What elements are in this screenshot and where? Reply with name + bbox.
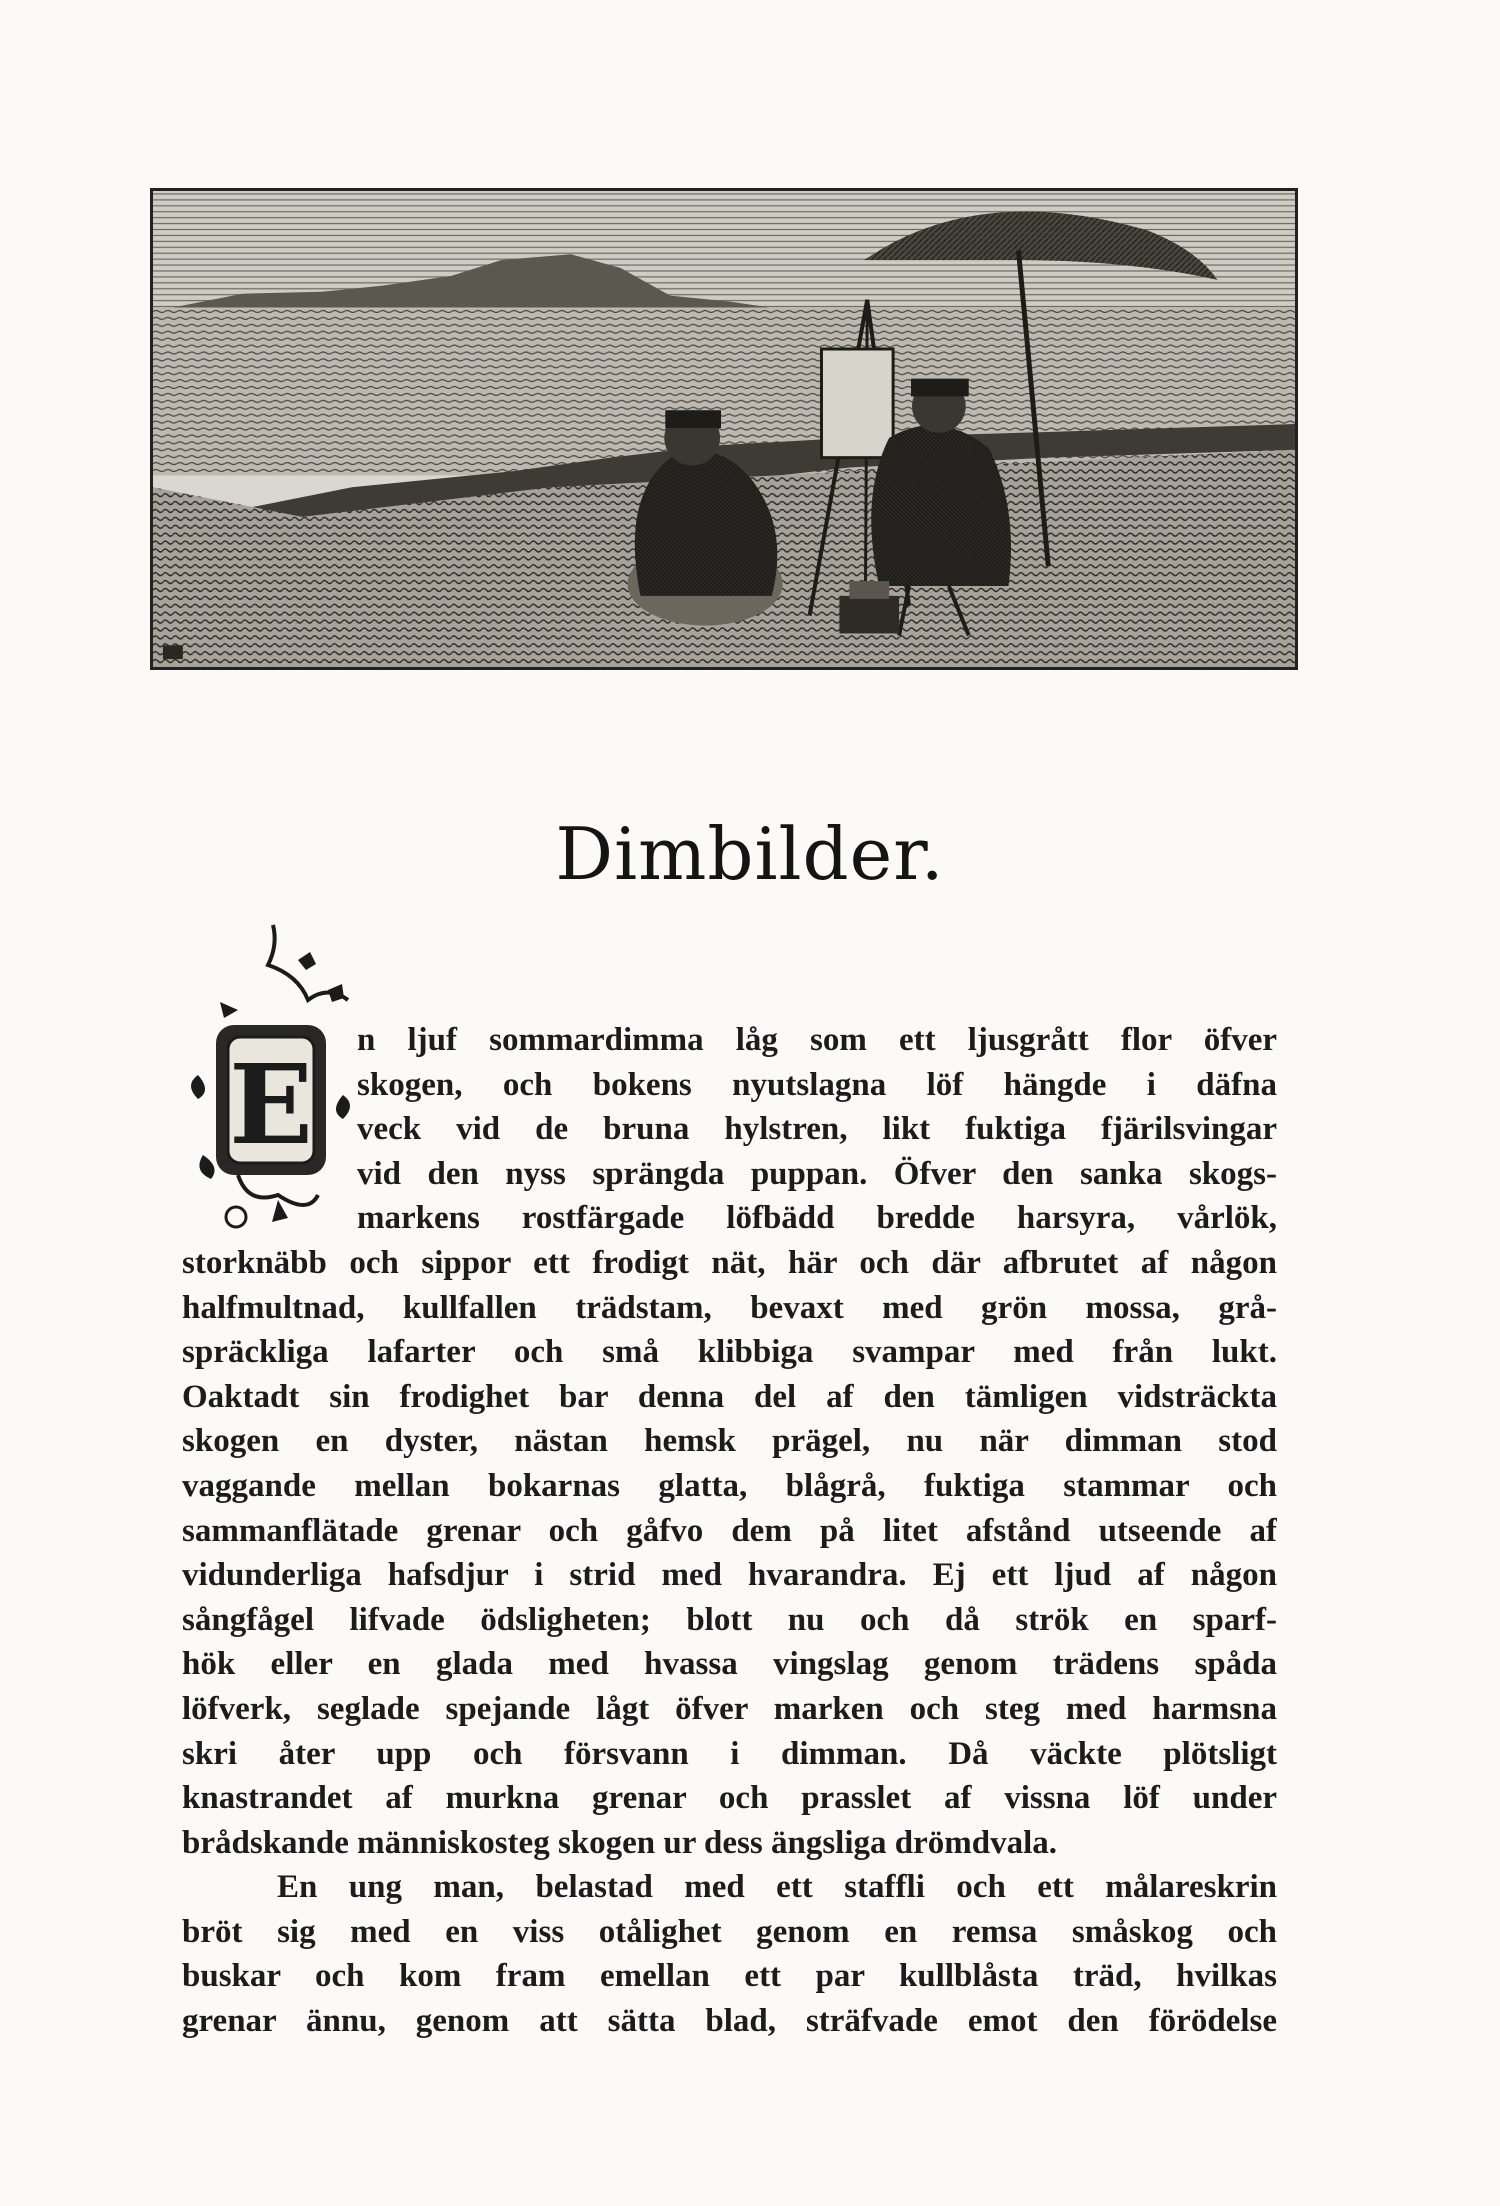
- text-line: veck vid de bruna hylstren, likt fuktiga fjärilsvingar: [357, 1111, 1277, 1148]
- text-line: grenar ännu, genom att sätta blad, sträfvade emot den förödelse: [182, 2003, 1277, 2040]
- text-line: vidunderliga hafsdjur i strid med hvarandra. Ej ett ljud af någon: [182, 1557, 1277, 1594]
- paragraph: [182, 1018, 1277, 1865]
- text-line: Oaktadt sin frodighet bar denna del af den tämligen vidsträckta: [182, 1378, 1277, 1415]
- text-line: hök eller en glada med hvassa vingslag genom trädens spåda: [182, 1646, 1277, 1683]
- text-line: vaggande mellan bokarnas glatta, blågrå, fuktiga stammar och: [182, 1467, 1277, 1504]
- text-line: bröt sig med en viss otålighet genom en remsa småskog och: [182, 1913, 1277, 1950]
- text-line: markens rostfärgade löfbädd bredde harsyra, vårlök,: [357, 1200, 1277, 1237]
- text-line: brådskande människosteg skogen ur dess ängsliga drömdvala.: [182, 1824, 1058, 1861]
- text-line: spräckliga lafarter och små klibbiga svampar med från lukt.: [182, 1334, 1277, 1371]
- text-line: löfverk, seglade spejande lågt öfver marken och steg med harmsna: [182, 1690, 1277, 1727]
- paragraph: [182, 1865, 1277, 2043]
- text-line: sångfågel lifvade ödsligheten; blott nu och då strök en sparf-: [182, 1601, 1277, 1638]
- text-line: En ung man, belastad med ett staffli och ett målareskrin: [277, 1869, 1277, 1906]
- text-line: storknäbb och sippor ett frodigt nät, här och där afbrutet af någon: [182, 1244, 1277, 1281]
- text-line: sammanflätade grenar och gåfvo dem på litet afstånd utseende af: [182, 1512, 1277, 1549]
- text-line: skri åter upp och försvann i dimman. Då väckte plötsligt: [182, 1735, 1277, 1772]
- svg-text:E: E: [229, 1040, 313, 1169]
- text-line: skogen en dyster, nästan hemsk prägel, nu när dimman stod: [182, 1423, 1277, 1460]
- text-line: buskar och kom fram emellan ett par kullblåsta träd, hvilkas: [182, 1958, 1277, 1995]
- text-line: skogen, och bokens nyutslagna löf hängde i däfna: [357, 1066, 1277, 1103]
- text-line: vid den nyss sprängda puppan. Öfver den sanka skogs-: [357, 1155, 1277, 1192]
- illustration-engraving: [150, 188, 1298, 670]
- text-line: halfmultnad, kullfallen trädstam, bevaxt med grön mossa, grå-: [182, 1289, 1277, 1326]
- text-line: n ljuf sommardimma låg som ett ljusgrått flor öfver: [357, 1022, 1277, 1058]
- text-line: knastrandet af murkna grenar och prasslet af vissna löf under: [182, 1780, 1277, 1817]
- engraving-two-painters-seashore-icon: [153, 191, 1295, 667]
- chapter-title: Dimbilder.: [555, 812, 945, 896]
- body-text: [182, 1018, 1277, 2044]
